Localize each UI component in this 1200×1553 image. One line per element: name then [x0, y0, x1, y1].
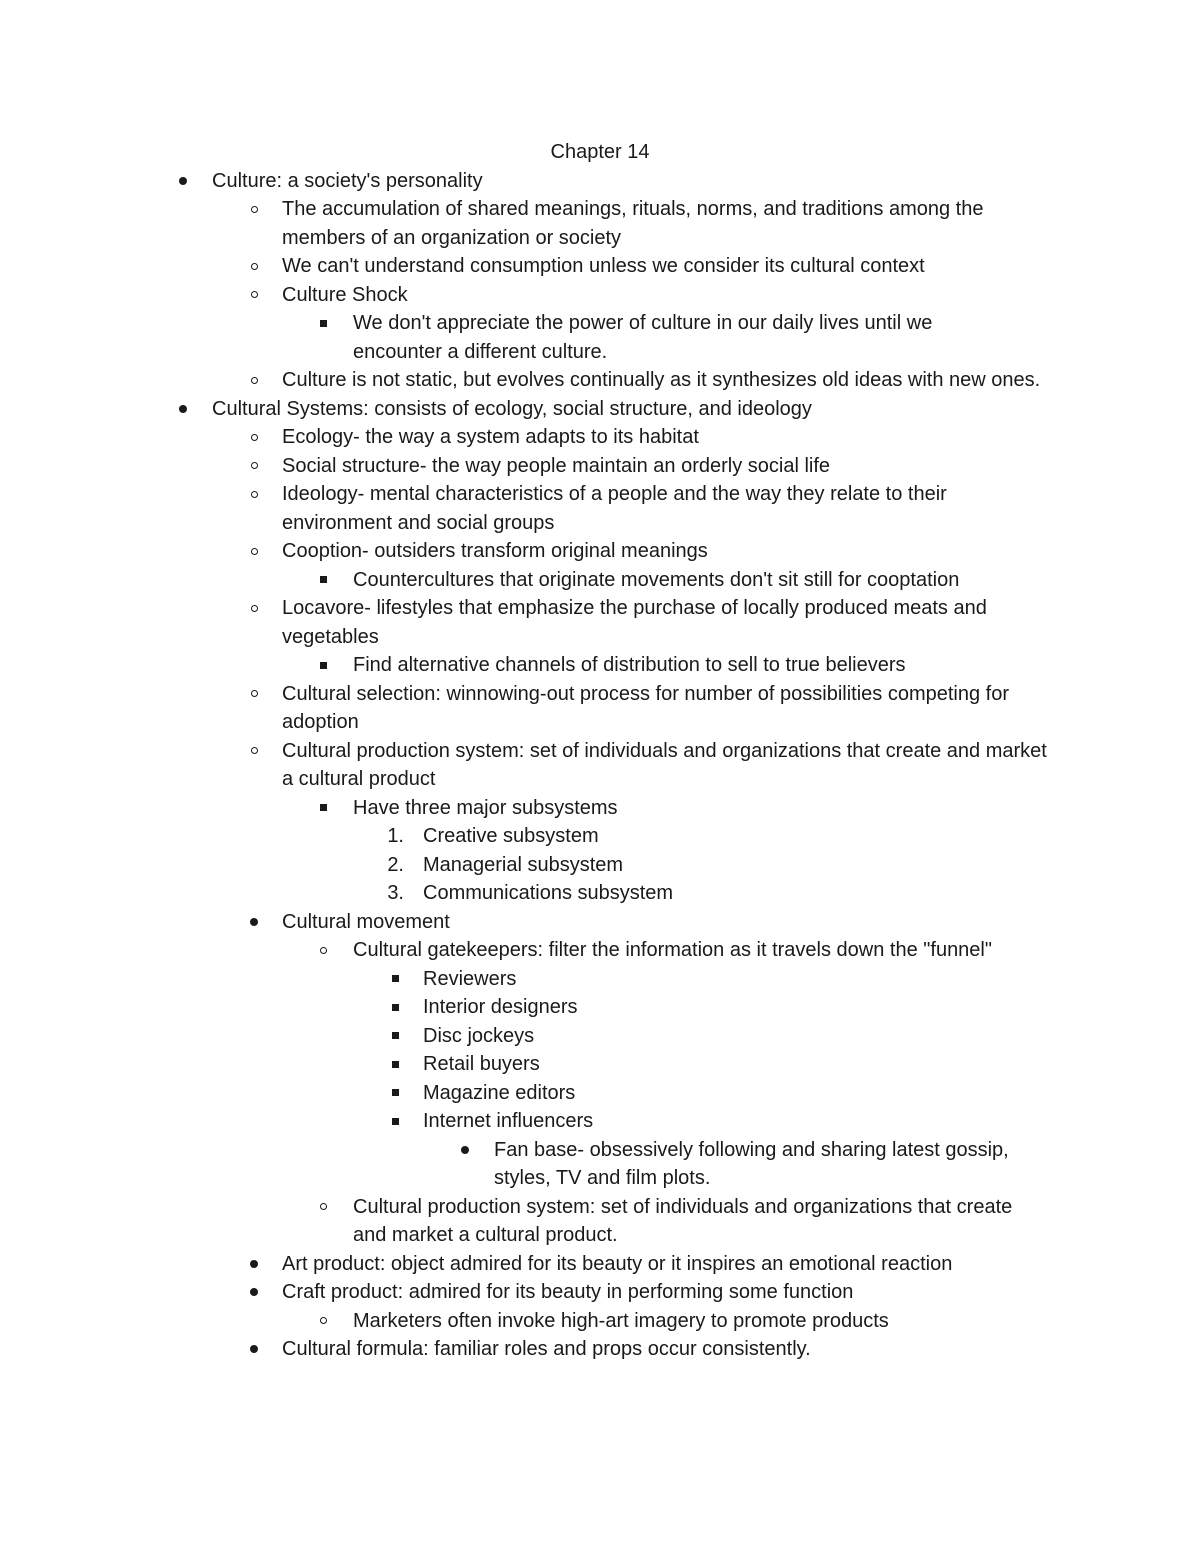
- outline-item: [0, 737, 1200, 794]
- outline-item: [0, 452, 1200, 481]
- circle-bullet-icon: [251, 491, 258, 498]
- outline-item-text: The accumulation of shared meanings, rituals, norms, and traditions among the members of an organization or society: [282, 198, 984, 249]
- outline-item-text: Locavore- lifestyles that emphasize the purchase of locally produced meats and vegetables: [282, 597, 987, 648]
- outline-item-text: Managerial subsystem: [423, 853, 624, 876]
- outline-item: [0, 1193, 1200, 1250]
- bullet-marker: [247, 908, 261, 937]
- outline-item: [0, 366, 1200, 395]
- outline-item: [0, 395, 1200, 424]
- circle-bullet-icon: [320, 1203, 327, 1210]
- outline-item: [0, 195, 1200, 252]
- outline-item: [0, 680, 1200, 737]
- outline-item: [0, 993, 1200, 1022]
- outline-item: [0, 281, 1200, 310]
- outline-item-text: Have three major subsystems: [353, 796, 618, 819]
- bullet-marker: [247, 480, 261, 509]
- circle-bullet-icon: [320, 947, 327, 954]
- outline-item-text: We don't appreciate the power of culture in our daily lives until we encounter a different culture.: [353, 312, 933, 363]
- outline-item-text: Culture: a society's personality: [212, 169, 483, 192]
- bullet-marker: [176, 167, 190, 196]
- outline-item-text: Countercultures that originate movements don't sit still for cooptation: [353, 568, 960, 591]
- disc-bullet-icon: [250, 918, 258, 926]
- outline-item-text: Fan base- obsessively following and sharing latest gossip, styles, TV and film plots.: [494, 1138, 1009, 1189]
- outline-item: [0, 594, 1200, 651]
- outline-item-text: Cultural formula: familiar roles and props occur consistently.: [282, 1338, 811, 1360]
- circle-bullet-icon: [251, 206, 258, 213]
- square-bullet-icon: [320, 662, 327, 669]
- outline-item: [0, 1107, 1200, 1136]
- disc-bullet-icon: [179, 177, 187, 185]
- outline-item-text: Reviewers: [423, 967, 517, 990]
- square-bullet-icon: [392, 1118, 399, 1125]
- disc-bullet-icon: [250, 1260, 258, 1268]
- outline-item-text: Culture Shock: [282, 283, 408, 306]
- outline-item: [0, 908, 1200, 937]
- square-bullet-icon: [392, 1004, 399, 1011]
- outline-item: [0, 1050, 1200, 1079]
- outline-item: [0, 1136, 1200, 1193]
- outline-item: [0, 1307, 1200, 1336]
- list-number: 2.: [387, 853, 404, 876]
- outline-item-text: Communications subsystem: [423, 882, 674, 904]
- circle-bullet-icon: [251, 291, 258, 298]
- bullet-marker: [247, 1250, 261, 1279]
- bullet-marker: [316, 936, 330, 965]
- outline-item-text: Ideology- mental characteristics of a people and the way they relate to their environment and social groups: [282, 483, 947, 534]
- outline-item: [0, 879, 1200, 908]
- outline-item: [0, 651, 1200, 680]
- bullet-marker: [316, 1193, 330, 1222]
- outline-item: [0, 822, 1200, 851]
- square-bullet-icon: [392, 1061, 399, 1068]
- disc-bullet-icon: [461, 1146, 469, 1154]
- circle-bullet-icon: [251, 690, 258, 697]
- bullet-marker: [247, 281, 261, 310]
- bullet-marker: [247, 423, 261, 452]
- outline-item-text: Magazine editors: [423, 1081, 576, 1104]
- bullet-marker: [247, 680, 261, 709]
- outline-item: [0, 480, 1200, 537]
- outline-item-text: Cultural production system: set of individuals and organizations that create and market a cultural product.: [353, 1195, 1013, 1246]
- bullet-marker: [316, 1307, 330, 1336]
- bullet-marker: [458, 1136, 472, 1165]
- bullet-marker: [247, 195, 261, 224]
- outline-item: [0, 309, 1200, 366]
- outline-item: [0, 1335, 1200, 1364]
- circle-bullet-icon: [251, 377, 258, 384]
- square-bullet-icon: [320, 576, 327, 583]
- bullet-marker: [386, 1107, 404, 1136]
- outline-item-text: Culture is not static, but evolves continually as it synthesizes old ideas with new ones.: [282, 369, 1041, 391]
- circle-bullet-icon: [251, 548, 258, 555]
- square-bullet-icon: [320, 804, 327, 811]
- disc-bullet-icon: [250, 1288, 258, 1296]
- outline-item-text: Retail buyers: [423, 1053, 540, 1075]
- square-bullet-icon: [392, 975, 399, 982]
- outline-item: [0, 794, 1200, 823]
- outline-item-text: Disc jockeys: [423, 1024, 535, 1047]
- circle-bullet-icon: [251, 605, 258, 612]
- circle-bullet-icon: [320, 1317, 327, 1324]
- outline-item-text: Art product: object admired for its beauty or it inspires an emotional reaction: [282, 1252, 953, 1275]
- outline-item: [0, 1079, 1200, 1108]
- outline-item: [0, 423, 1200, 452]
- outline-item: [0, 1022, 1200, 1051]
- square-bullet-icon: [392, 1032, 399, 1039]
- outline-list: [0, 167, 1200, 1364]
- bullet-marker: [176, 395, 190, 424]
- outline-item-text: Find alternative channels of distribution to sell to true believers: [353, 654, 906, 676]
- bullet-marker: [386, 1022, 404, 1051]
- outline-item: [0, 566, 1200, 595]
- outline-item: [0, 1278, 1200, 1307]
- disc-bullet-icon: [179, 405, 187, 413]
- outline-item: [0, 252, 1200, 281]
- bullet-marker: [247, 537, 261, 566]
- outline-item: [0, 537, 1200, 566]
- outline-item: [0, 851, 1200, 880]
- square-bullet-icon: [320, 320, 327, 327]
- bullet-marker: [386, 1050, 404, 1079]
- outline-item-text: Cooption- outsiders transform original meanings: [282, 540, 708, 562]
- bullet-marker: [316, 651, 330, 680]
- document-page: [0, 138, 1200, 1364]
- outline-item-text: Ecology- the way a system adapts to its habitat: [282, 426, 699, 448]
- outline-item: [0, 167, 1200, 196]
- bullet-marker: [247, 452, 261, 481]
- outline-item-text: Craft product: admired for its beauty in performing some function: [282, 1281, 854, 1303]
- outline-item: [0, 1250, 1200, 1279]
- list-number: 1.: [387, 825, 404, 847]
- bullet-marker: [247, 366, 261, 395]
- bullet-marker: [316, 794, 330, 823]
- outline-item-text: Social structure- the way people maintain an orderly social life: [282, 454, 831, 477]
- bullet-marker: [386, 993, 404, 1022]
- document-title: Chapter 14: [550, 141, 650, 163]
- bullet-marker: [247, 1335, 261, 1364]
- outline-item: [0, 936, 1200, 965]
- circle-bullet-icon: [251, 263, 258, 270]
- outline-item-text: We can't understand consumption unless we consider its cultural context: [282, 255, 925, 277]
- bullet-marker: [316, 566, 330, 595]
- outline-item-text: Internet influencers: [423, 1110, 594, 1132]
- outline-item-text: Cultural movement: [282, 910, 450, 933]
- bullet-marker: [386, 1079, 404, 1108]
- outline-item-text: Cultural Systems: consists of ecology, social structure, and ideology: [212, 397, 812, 420]
- outline-item-text: Creative subsystem: [423, 825, 599, 847]
- square-bullet-icon: [392, 1089, 399, 1096]
- bullet-marker: [247, 594, 261, 623]
- bullet-marker: [247, 737, 261, 766]
- disc-bullet-icon: [250, 1345, 258, 1353]
- bullet-marker: [316, 309, 330, 338]
- outline-item-text: Marketers often invoke high-art imagery to promote products: [353, 1309, 889, 1332]
- list-number: 3.: [387, 882, 404, 904]
- bullet-marker: [247, 1278, 261, 1307]
- circle-bullet-icon: [251, 434, 258, 441]
- outline-item-text: Cultural production system: set of individuals and organizations that create and market a cultural product: [282, 739, 1047, 790]
- outline-item: [0, 965, 1200, 994]
- bullet-marker: [247, 252, 261, 281]
- circle-bullet-icon: [251, 462, 258, 469]
- outline-item-text: Cultural selection: winnowing-out process for number of possibilities competing for adoption: [282, 682, 1010, 733]
- outline-item-text: Interior designers: [423, 996, 578, 1018]
- circle-bullet-icon: [251, 747, 258, 754]
- bullet-marker: [386, 965, 404, 994]
- outline-item-text: Cultural gatekeepers: filter the information as it travels down the "funnel": [353, 939, 992, 961]
